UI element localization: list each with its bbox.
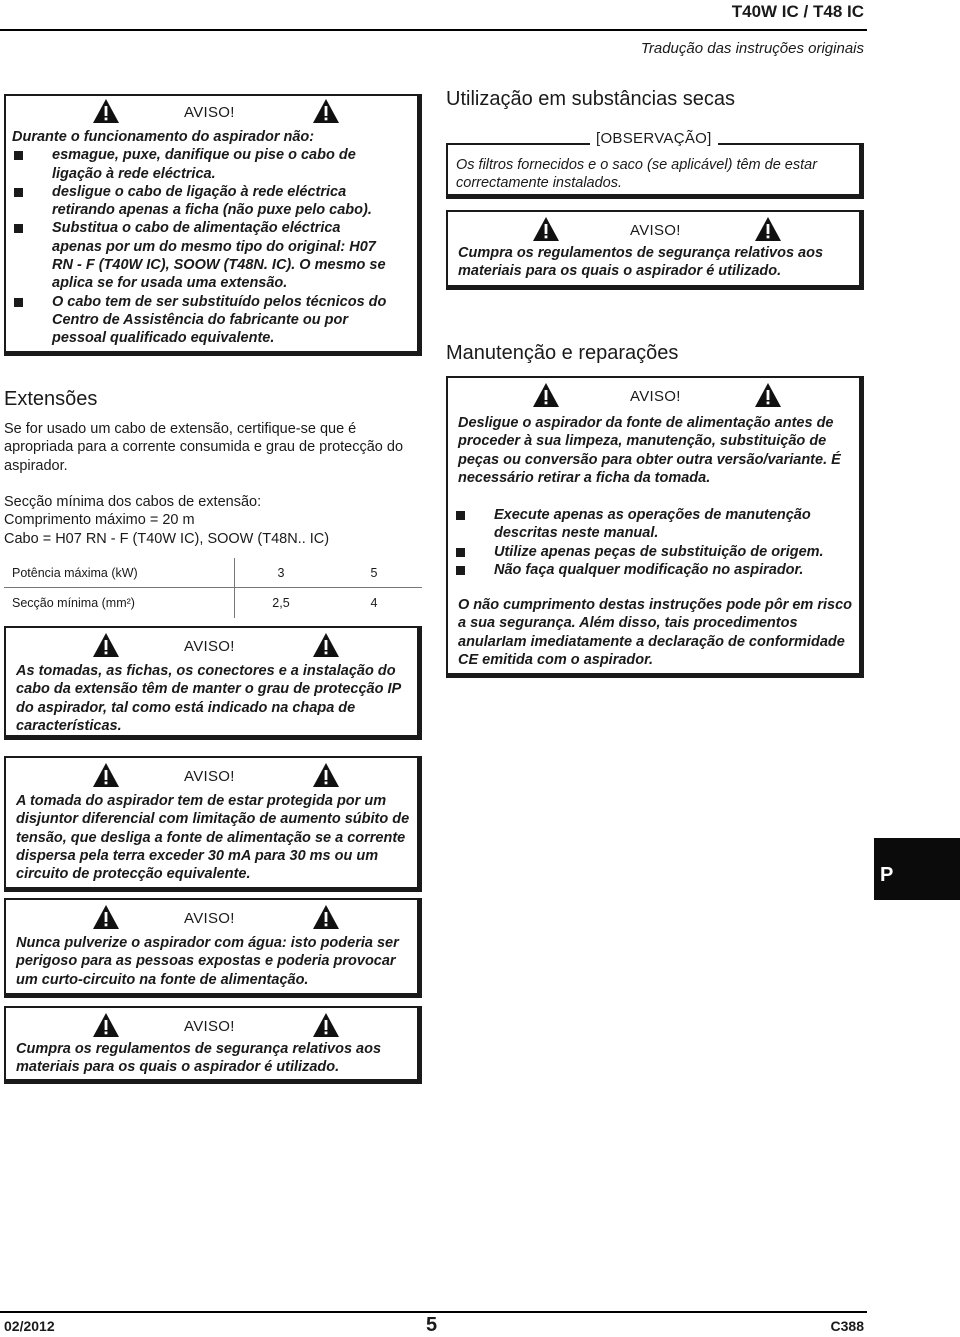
warning-triangle-icon (754, 216, 782, 242)
specs-line: Secção mínima dos cabos de extensão: (4, 494, 262, 510)
warning-box-breaker (4, 756, 422, 892)
warning-label: AVISO! (184, 638, 235, 655)
warning-box-regulations (4, 1006, 422, 1084)
table-cell: Potência máxima (kW) (12, 566, 138, 580)
warning-text: Desligue o aspirador da fonte de alimentação antes de proceder à sua limpeza, manutenção, substituição de peças ou conversão para obter outra versão/variante. É necessário retirar a ficha da tomada. (458, 415, 841, 486)
warning-text: A tomada do aspirador tem de estar protegida por um disjuntor diferencial com limitação de aumento súbito de tensão, que desliga a fonte de alimentação se a corrente dispersa pela terra exceder 30 mA para 30 ms ou um circuito de protecção equivalente. (16, 793, 410, 883)
warning-triangle-icon (92, 904, 120, 930)
warning-triangle-icon (532, 382, 560, 408)
warning-triangle-icon (92, 1012, 120, 1038)
warning-text: Nunca pulverize o aspirador com água: isto poderia ser perigoso para as pessoas expostas e poderia provocar um curto-circuito na fonte de alimentação. (16, 935, 399, 988)
footer-date: 02/2012 (4, 1318, 55, 1334)
page-number: 5 (426, 1314, 438, 1336)
warning-header (6, 1012, 417, 1040)
warning-triangle-icon (312, 632, 340, 658)
warning-label: AVISO! (184, 768, 235, 785)
table-column-divider (234, 558, 235, 618)
table-row (4, 588, 422, 618)
warning-box-sockets (4, 626, 422, 740)
list-item: Utilize apenas peças de substituição de origem. (454, 543, 824, 561)
warning-triangle-icon (312, 762, 340, 788)
warning-text: Cumpra os regulamentos de segurança relativos aos materiais para os quais o aspirador é utilizado. (458, 245, 824, 280)
table-cell: Secção mínima (mm²) (12, 596, 135, 610)
warning-label: AVISO! (184, 104, 235, 121)
warning-text: As tomadas, as fichas, os conectores e a instalação do cabo da extensão têm de manter o grau de protecção IP do aspirador, tal como está indicado na chapa de características. (16, 663, 401, 734)
warning-triangle-icon (92, 762, 120, 788)
document-model: T40W IC / T48 IC (731, 2, 864, 21)
warning-label: AVISO! (184, 1018, 235, 1035)
warning-intro: Durante o funcionamento do aspirador não: (12, 129, 315, 145)
warning-box-maintenance (446, 376, 864, 678)
list-item: Substitua o cabo de alimentação eléctrica apenas por um do mesmo tipo do original: H07 RN - F (T40W IC), SOOW (T48N. IC). O mesmo se aplica se for usada uma extensão. (12, 219, 390, 292)
warning-header (6, 98, 417, 126)
extensions-paragraph: Se for usado um cabo de extensão, certifique-se que é apropriada para a corrente consumida e grau de protecção do aspirador. (4, 421, 404, 474)
warning-header (448, 216, 859, 244)
language-tab-label: P (880, 864, 894, 886)
document-subtitle: Tradução das instruções originais (640, 40, 864, 57)
warning-triangle-icon (312, 1012, 340, 1038)
note-text: Os filtros fornecidos e o saco (se aplicável) têm de estar correctamente instalados. (456, 157, 818, 192)
footer-rule (0, 1311, 867, 1313)
warning-header (6, 632, 417, 660)
warning-header (448, 382, 859, 410)
list-item: desligue o cabo de ligação à rede eléctrica retirando apenas a ficha (não puxe pelo cabo). (12, 183, 390, 220)
section-title-dry-use: Utilização em substâncias secas (446, 88, 736, 110)
warning-box-dry-regulations (446, 210, 864, 290)
extension-table (4, 558, 422, 620)
extensions-specs (4, 493, 424, 548)
warning-triangle-icon (532, 216, 560, 242)
list-item: Execute apenas as operações de manutenção descritas neste manual. (454, 506, 824, 543)
table-cell: 5 (370, 566, 378, 580)
footer-code: C388 (830, 1318, 864, 1334)
note-label: [OBSERVAÇÃO] (590, 130, 718, 147)
section-title-extensions: Extensões (4, 388, 98, 410)
specs-line: Cabo = H07 RN - F (T40W IC), SOOW (T48N.. IC) (4, 530, 330, 547)
warning-label: AVISO! (630, 388, 681, 405)
specs-line: Comprimento máximo = 20 m (4, 512, 195, 529)
table-row (4, 558, 422, 588)
warning-box-cable (4, 94, 422, 356)
warning-label: AVISO! (184, 910, 235, 927)
warning-label: AVISO! (630, 222, 681, 239)
warning-header (6, 904, 417, 932)
warning-triangle-icon (92, 98, 120, 124)
warning-box-water (4, 898, 422, 998)
table-cell: 3 (277, 566, 285, 580)
table-cell: 4 (370, 596, 378, 610)
warning-triangle-icon (312, 904, 340, 930)
warning-text: Cumpra os regulamentos de segurança relativos aos materiais para os quais o aspirador é utilizado. (16, 1041, 382, 1076)
header-rule (0, 29, 867, 31)
list-item: Não faça qualquer modificação no aspirador. (454, 561, 824, 579)
section-title-maintenance: Manutenção e reparações (446, 342, 679, 364)
table-cell: 2,5 (272, 596, 290, 610)
warning-triangle-icon (312, 98, 340, 124)
warning-header (6, 762, 417, 790)
language-tab (874, 838, 960, 900)
warning-closing: O não cumprimento destas instruções pode pôr em risco a sua segurança. Além disso, tais procedimentos anularIam imediatamente a declaração de conformidade CE emitida com o aspirador. (458, 597, 853, 668)
warning-triangle-icon (754, 382, 782, 408)
warning-triangle-icon (92, 632, 120, 658)
list-item: esmague, puxe, danifique ou pise o cabo de ligação à rede eléctrica. (12, 146, 390, 183)
list-item: O cabo tem de ser substituído pelos técnicos do Centro de Assistência do fabricante ou por pessoal qualificado equivalente. (12, 293, 390, 348)
